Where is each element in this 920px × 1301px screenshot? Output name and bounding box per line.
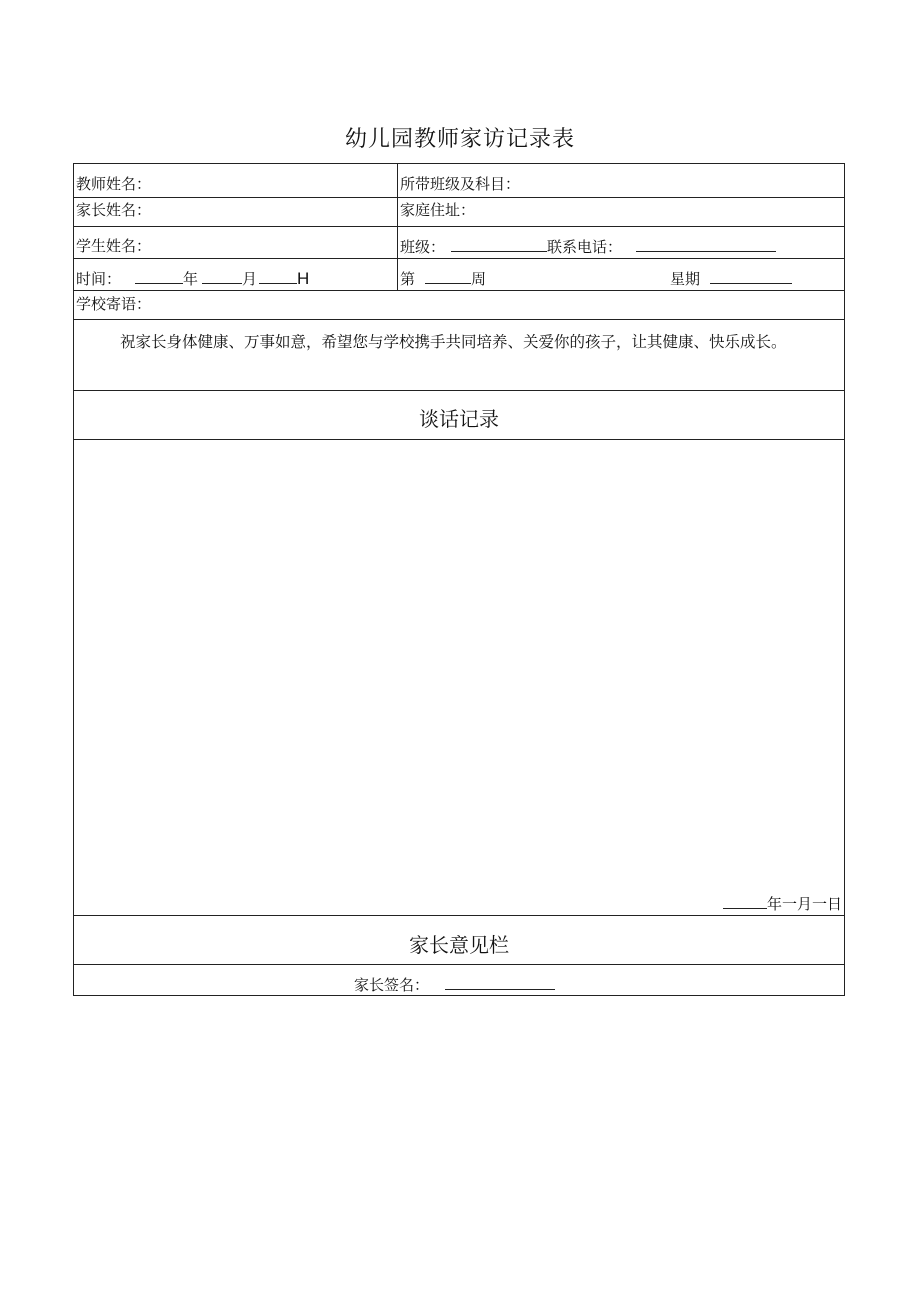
row-divider <box>74 319 844 320</box>
year-blank <box>135 268 183 284</box>
home-address-label: 家庭住址： <box>400 201 476 219</box>
week-suffix: 周 <box>471 270 487 288</box>
class-label: 班级： <box>400 238 446 256</box>
phone-label: 联系电话： <box>547 238 623 256</box>
week-prefix: 第 <box>400 270 416 288</box>
student-name-label: 学生姓名： <box>76 237 152 255</box>
parent-name-label: 家长姓名： <box>76 201 152 219</box>
row-divider <box>74 390 844 391</box>
row-divider <box>74 964 844 965</box>
signature-label: 家长签名： <box>354 976 430 994</box>
time-label: 时间： <box>76 270 122 288</box>
form-title: 幼儿园教师家访记录表 <box>344 127 575 152</box>
talk-month-label: 一月 <box>781 895 812 913</box>
day-label: H <box>297 269 310 288</box>
row-divider <box>74 915 844 916</box>
weekday-line <box>670 268 792 289</box>
talk-year-blank <box>723 893 767 909</box>
column-divider <box>397 164 398 290</box>
signature-line <box>354 974 555 995</box>
school-message-text: 祝家长身体健康、万事如意，希望您与学校携手共同培养、关爱你的孩子，让其健康、快乐成长。 <box>120 333 787 351</box>
talk-record-date <box>723 893 842 914</box>
teacher-name-label: 教师姓名： <box>76 175 152 193</box>
signature-blank <box>445 974 555 990</box>
class-phone-line <box>400 236 776 257</box>
time-line <box>76 268 309 289</box>
school-message-label: 学校寄语： <box>76 295 152 313</box>
row-divider <box>74 197 844 198</box>
talk-day-label: 一日 <box>811 895 842 913</box>
home-visit-form <box>73 163 845 996</box>
talk-record-title: 谈话记录 <box>419 407 499 431</box>
row-divider <box>74 290 844 291</box>
talk-year-label: 年 <box>766 895 782 913</box>
day-blank <box>259 268 297 284</box>
month-blank <box>202 268 242 284</box>
row-divider <box>74 226 844 227</box>
parent-opinion-title: 家长意见栏 <box>409 933 509 957</box>
row-divider <box>74 439 844 440</box>
weekday-label: 星期 <box>670 270 701 288</box>
phone-blank <box>636 236 776 252</box>
month-label: 月 <box>242 270 258 288</box>
class-subject-label: 所带班级及科目： <box>400 175 521 193</box>
year-label: 年 <box>183 270 199 288</box>
week-line <box>400 268 486 289</box>
week-blank <box>425 268 471 284</box>
class-blank <box>451 236 547 252</box>
weekday-blank <box>710 268 792 284</box>
row-divider <box>74 258 844 259</box>
